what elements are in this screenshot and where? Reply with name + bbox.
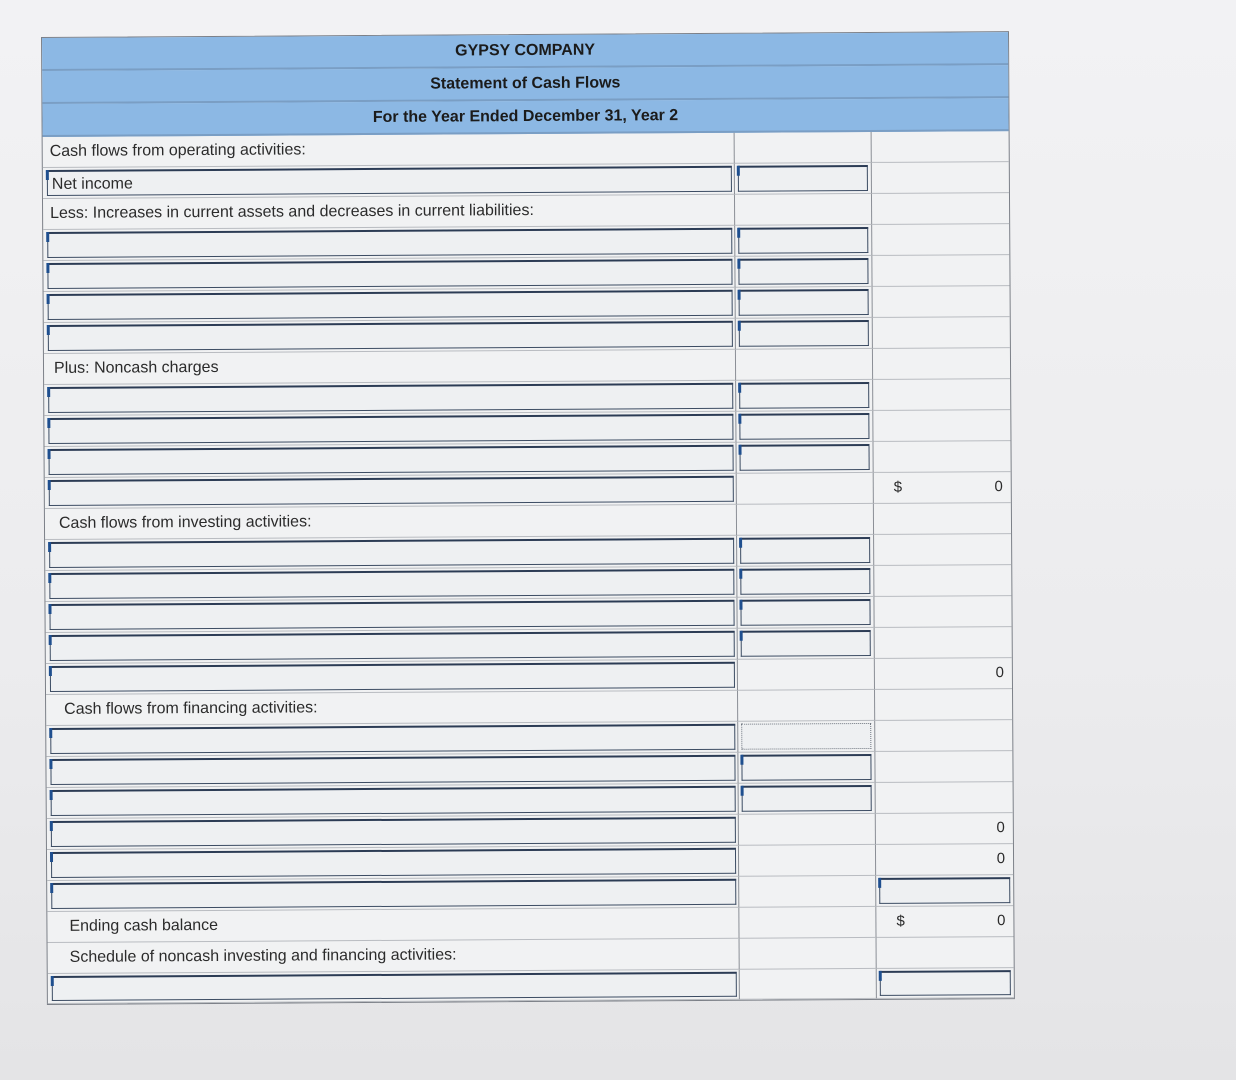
net-change-value: 0 (996, 850, 1006, 868)
financing-item-label-input[interactable] (50, 724, 735, 754)
net-income-label-field[interactable] (47, 166, 732, 196)
less-item-amount-input[interactable] (739, 320, 869, 347)
plus-noncash-label: Plus: Noncash charges (44, 350, 736, 385)
plus-item-label-input[interactable] (49, 445, 734, 475)
schedule-item-label-input[interactable] (52, 972, 737, 1001)
financing-item-amount-input[interactable] (741, 723, 871, 750)
investing-item-label-input[interactable] (50, 631, 735, 661)
investing-item-amount-input[interactable] (740, 599, 870, 626)
net-income-label: Net income (51, 175, 133, 193)
less-item-label-input[interactable] (48, 321, 733, 351)
operating-heading: Cash flows from operating activities: (43, 133, 735, 168)
financing-item-amount-input[interactable] (741, 754, 871, 781)
investing-item-amount-input[interactable] (740, 537, 870, 564)
investing-total-value: 0 (995, 664, 1004, 682)
investing-total-label-input[interactable] (50, 662, 735, 692)
dollar-sign: $ (896, 912, 905, 930)
plus-item-label-input[interactable] (48, 383, 733, 413)
plus-item-amount-input[interactable] (739, 413, 869, 440)
less-item-label-input[interactable] (47, 228, 732, 258)
investing-item-label-input[interactable] (49, 600, 734, 630)
financing-total-value: 0 (996, 819, 1005, 837)
financing-heading: Cash flows from financing activities: (46, 691, 738, 726)
less-item-amount-input[interactable] (738, 258, 868, 285)
schedule-item-row (48, 968, 1014, 1004)
investing-item-amount-input[interactable] (740, 568, 870, 595)
plus-item-label-input[interactable] (48, 414, 733, 444)
plus-item-amount-input[interactable] (740, 444, 870, 471)
statement-title: Statement of Cash Flows (42, 65, 1008, 104)
financing-item-label-input[interactable] (51, 786, 736, 816)
investing-heading: Cash flows from investing activities: (45, 505, 737, 540)
schedule-noncash-label: Schedule of noncash investing and financing activities: (48, 939, 740, 974)
beginning-cash-amount-input[interactable] (879, 877, 1010, 904)
financing-item-label-input[interactable] (50, 755, 735, 785)
dollar-sign: $ (893, 478, 903, 496)
less-item-label-input[interactable] (48, 290, 733, 320)
less-item-amount-input[interactable] (738, 227, 868, 254)
plus-item-amount-input[interactable] (739, 382, 869, 409)
investing-item-amount-input[interactable] (741, 630, 871, 657)
statement-period: For the Year Ended December 31, Year 2 (42, 98, 1008, 137)
schedule-item-amount-input[interactable] (880, 970, 1011, 996)
less-item-label-input[interactable] (47, 259, 732, 289)
investing-item-label-input[interactable] (49, 569, 734, 599)
operating-total-value: 0 (994, 478, 1003, 496)
less-item-amount-input[interactable] (739, 289, 869, 316)
financing-item-amount-input[interactable] (742, 785, 872, 812)
financing-total-label-input[interactable] (51, 817, 736, 847)
investing-item-label-input[interactable] (49, 538, 734, 568)
ending-cash-label: Ending cash balance (47, 908, 739, 943)
operating-total-label-input[interactable] (49, 476, 734, 506)
beginning-cash-label-input[interactable] (51, 879, 736, 909)
cash-flow-statement-worksheet (41, 31, 1015, 1005)
company-name: GYPSY COMPANY (42, 32, 1008, 71)
ending-cash-value: 0 (997, 912, 1006, 930)
net-change-label-input[interactable] (51, 848, 736, 878)
net-income-amount-input[interactable] (738, 165, 868, 192)
less-adjustments-label: Less: Increases in current assets and decreases in current liabilities: (43, 195, 735, 230)
